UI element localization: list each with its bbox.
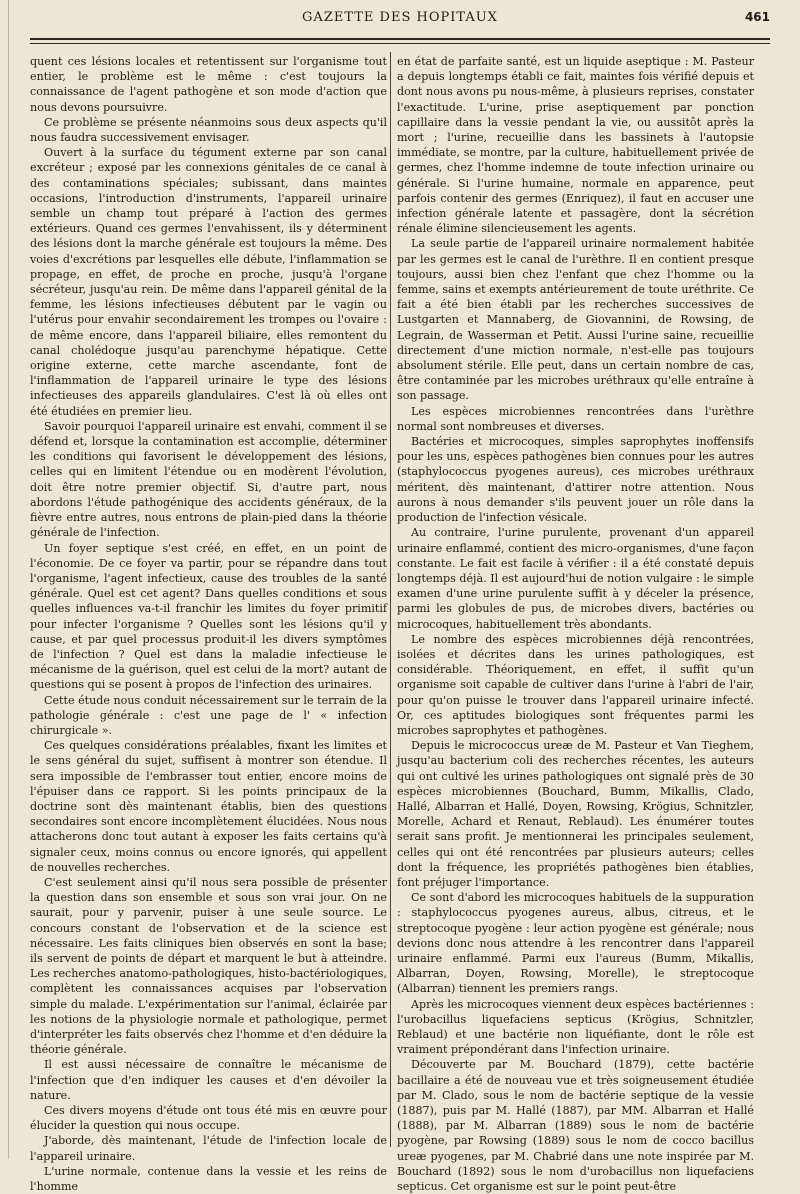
header-rule bbox=[30, 38, 770, 40]
paragraph: Il est aussi nécessaire de connaître le mécanisme de l'infection que d'en indiquer les causes et d'en dévoiler la nature. bbox=[30, 1058, 387, 1102]
column-divider bbox=[390, 52, 391, 1147]
paragraph: La seule partie de l'appareil urinaire normalement habitée par les germes est le canal de l'urèthre. Il en contient presque toujours, aussi bien chez l'enfant que chez l'homme ou la femme, sains et exempts antérieurement de toute uréthrite. Ce fait a été bien établi par les recherches successives de Lustgarten et Mannaberg, de Giovannini, de Rowsing, de Legrain, de Wasserman et Petit. Aussi l'urine saine, recueillie directement d'une miction normale, n'est-elle pas toujours absolument stérile. Elle peut, dans un certain nombre de cas, être contaminée par les microbes uréthraux qu'elle entraîne à son passage. bbox=[397, 237, 754, 403]
paragraph: Ces divers moyens d'étude ont tous été mis en œuvre pour élucider la question qui nous occupe. bbox=[30, 1104, 387, 1133]
left-column bbox=[30, 54, 387, 1194]
paragraph: Un foyer septique s'est créé, en effet, en un point de l'économie. De ce foyer va partir, pour se répandre dans tout l'organisme, l'agent infectieux, cause des troubles de la santé générale. Quel est cet agent? Dans quelles conditions et sous quelles influences va-t-il franchir les limites du foyer primitif pour infecter l'organisme ? Quelles sont les lésions qu'il y cause, et par quel processus produit-il les divers symptômes de l'infection ? Quel est dans la maladie infectieuse le mécanisme de la guérison, quel est celui de la mort? autant de questions qui se posent à propos de l'infection des urinaires. bbox=[30, 541, 387, 692]
paragraph: en état de parfaite santé, est un liquide aseptique : M. Pasteur a depuis longtemps établi ce fait, maintes fois vérifié depuis et dont nous avons pu nous-même, à plusieurs reprises, constater l'exactitude. L'urine, prise aseptiquement par ponction capillaire dans la vessie pendant la vie, ou aussitôt après la mort ; l'urine, recueillie dans les bassinets à l'autopsie immédiate, se montre, par la culture, habituellement privée de germes, chez l'homme indemne de toute infection urinaire ou générale. Si l'urine humaine, normale en apparence, peut parfois contenir des germes (Enriquez), il faut en accuser une infection générale latente et passagère, dont la sécrétion rénale élimine silencieusement les agents. bbox=[397, 55, 754, 236]
paragraph: Découverte par M. Bouchard (1879), cette bactérie bacillaire a été de nouveau vue et très soigneusement étudiée par M. Clado, sous le nom de bactérie septique de la vessie (1887), puis par M. Hallé (1887), par MM. Albarran et Hallé (1888), par M. Albarran (1889) sous le nom de bactérie pyogène, par Rowsing (1889) sous le nom de cocco bacillus ureæ pyogenes, par M. Chabrié dans une note inspirée par M. Bouchard (1892) sous le nom d'urobacillus non liquefaciens septicus. Cet organisme est sur le point peut-être bbox=[397, 1058, 754, 1194]
right-column bbox=[397, 54, 754, 1194]
paragraph: Ces quelques considérations préalables, fixant les limites et le sens général du sujet, suffisent à montrer son étendue. Il sera impossible de l'embrasser tout entier, encore moins de l'épuiser dans ce rapport. Si les points principaux de la doctrine sont dès maintenant établis, bien des questions secondaires sont encore incomplètement élucidées. Nous nous attacherons donc tout autant à exposer les faits certains qu'à signaler ceux, moins connus ou encore ignorés, qui appellent de nouvelles recherches. bbox=[30, 739, 387, 874]
paragraph: Ce problème se présente néanmoins sous deux aspects qu'il nous faudra successivement envisager. bbox=[30, 115, 387, 145]
paragraph: Les espèces microbiennes rencontrées dans l'urèthre normal sont nombreuses et diverses. bbox=[397, 404, 754, 433]
paragraph: J'aborde, dès maintenant, l'étude de l'infection locale de l'appareil urinaire. bbox=[30, 1134, 387, 1163]
journal-title: GAZETTE DES HOPITAUX bbox=[302, 10, 498, 25]
paragraph: Ce sont d'abord les microcoques habituels de la suppuration : staphylococcus pyogenes aureus, albus, citreus, et le streptocoque pyogène : leur action pyogène est générale; nous devions donc nous attendre à les rencontrer dans l'appareil urinaire enflammé. Parmi eux l'aureus (Bumm, Mikallis, Albarran, Doyen, Rowsing, Morelle), le streptocoque (Albarran) tiennent les premiers rangs. bbox=[397, 891, 754, 996]
paragraph: Au contraire, l'urine purulente, provenant d'un appareil urinaire enflammé, contient des micro-organismes, d'une façon constante. Le fait est facile à vérifier : il a été constaté depuis longtemps déjà. Il est aujourd'hui de notion vulgaire : le simple examen d'une urine purulente suffit à y déceler la présence, parmi les globules de pus, de microbes divers, bactéries ou microcoques, habituellement très abondants. bbox=[397, 526, 754, 631]
binding-edge bbox=[8, 0, 9, 1159]
paragraph: Cette étude nous conduit nécessairement sur le terrain de la pathologie générale : c'est une page de l' « infection chirurgicale ». bbox=[30, 693, 387, 737]
paragraph: Ouvert à la surface du tégument externe par son canal excréteur ; exposé par les connexions génitales de ce canal à des contaminations spéciales; subissant, dans maintes occasions, l'introduction d'instruments, l'appareil urinaire semble un champ tout préparé à l'action des germes extérieurs. Quand ces germes l'envahissent, ils y déterminent des lésions dont la marche générale est toujours la même. Des voies d'excrétions par lesquelles elle débute, l'inflammation se propage, en effet, de proche en proche, jusqu'à l'organe sécréteur, jusqu'au rein. De même dans l'appareil génital de la femme, les lésions infectieuses débutent par le vagin ou l'utérus pour envahir secondairement les trompes ou l'ovaire : de même encore, dans l'appareil biliaire, elles remontent du canal cholédoque jusqu'au parenchyme hépatique. Cette origine externe, cette marche ascendante, font de l'inflammation de l'appareil urinaire le type des lésions infectieuses des appareils glandulaires. C'est là où elles ont été étudiées en premier lieu. bbox=[30, 146, 387, 418]
paragraph: C'est seulement ainsi qu'il nous sera possible de présenter la question dans son ensemble et sous son vrai jour. On ne saurait, pour y parvenir, puiser à une seule source. Le concours constant de l'observation et de la science est nécessaire. Les faits cliniques bien observés en sont la base; ils servent de points de départ et marquent le but à atteindre. Les recherches anatomo-pathologiques, histo-bactériologiques, complètent les connaissances acquises par l'observation simple du malade. L'expérimentation sur l'animal, éclairée par les notions de la physiologie normale et pathologique, permet d'interpréter les faits observés chez l'homme et d'en déduire la théorie générale. bbox=[30, 875, 387, 1057]
page-header bbox=[30, 8, 770, 32]
header-rule-thin bbox=[30, 43, 770, 44]
paragraph: quent ces lésions locales et retentissent sur l'organisme tout entier, le problème est le même : c'est toujours la connaissance de l'agent pathogène et son mode d'action que nous devons poursuivre. bbox=[30, 55, 387, 114]
paragraph: L'urine normale, contenue dans la vessie et les reins de l'homme bbox=[30, 1164, 387, 1194]
paragraph: Après les microcoques viennent deux espèces bactériennes : l'urobacillus liquefaciens septicus (Krögius, Schnitzler, Reblaud) et une bactérie non liquéfiante, dont le rôle est vraiment prépondérant dans l'infection urinaire. bbox=[397, 997, 754, 1057]
paragraph: Le nombre des espèces microbiennes déjà rencontrées, isolées et décrites dans les urines pathologiques, est considérable. Théoriquement, en effet, il suffit qu'un organisme soit capable de cultiver dans l'urine à l'abri de l'air, pour qu'on puisse le trouver dans l'appareil urinaire infecté. Or, ces aptitudes biologiques sont fréquentes parmi les microbes saprophytes et pathogènes. bbox=[397, 632, 754, 737]
paragraph: Depuis le micrococcus ureæ de M. Pasteur et Van Tieghem, jusqu'au bacterium coli des recherches récentes, les auteurs qui ont cultivé les urines pathologiques ont signalé près de 30 espèces microbiennes (Bouchard, Bumm, Mikallis, Clado, Hallé, Albarran et Hallé, Doyen, Rowsing, Krögius, Schnitzler, Morelle, Achard et Renaut, Reblaud). Les énumérer toutes serait sans profit. Je mentionnerai les principales seulement, celles qui ont été rencontrées par plusieurs auteurs; celles dont la fréquence, les propriétés pathogènes bien établies, font préjuger l'importance. bbox=[397, 739, 754, 889]
page-number: 461 bbox=[744, 10, 770, 24]
paragraph: Savoir pourquoi l'appareil urinaire est envahi, comment il se défend et, lorsque la contamination est accomplie, déterminer les conditions qui favorisent le développement des lésions, celles qui en limitent l'étendue ou en modèrent l'évolution, doit être notre premier objectif. Si, d'autre part, nous abordons l'étude pathogénique des accidents généraux, de la fièvre entre autres, nous entrons de plain-pied dans la théorie générale de l'infection. bbox=[30, 419, 387, 540]
paragraph: Bactéries et microcoques, simples saprophytes inoffensifs pour les uns, espèces pathogènes bien connues pour les autres (staphylococcus pyogenes aureus), ces microbes uréthraux méritent, dès maintenant, d'attirer notre attention. Nous aurons à nous demander s'ils peuvent jouer un rôle dans la production de l'infection vésicale. bbox=[397, 435, 754, 525]
